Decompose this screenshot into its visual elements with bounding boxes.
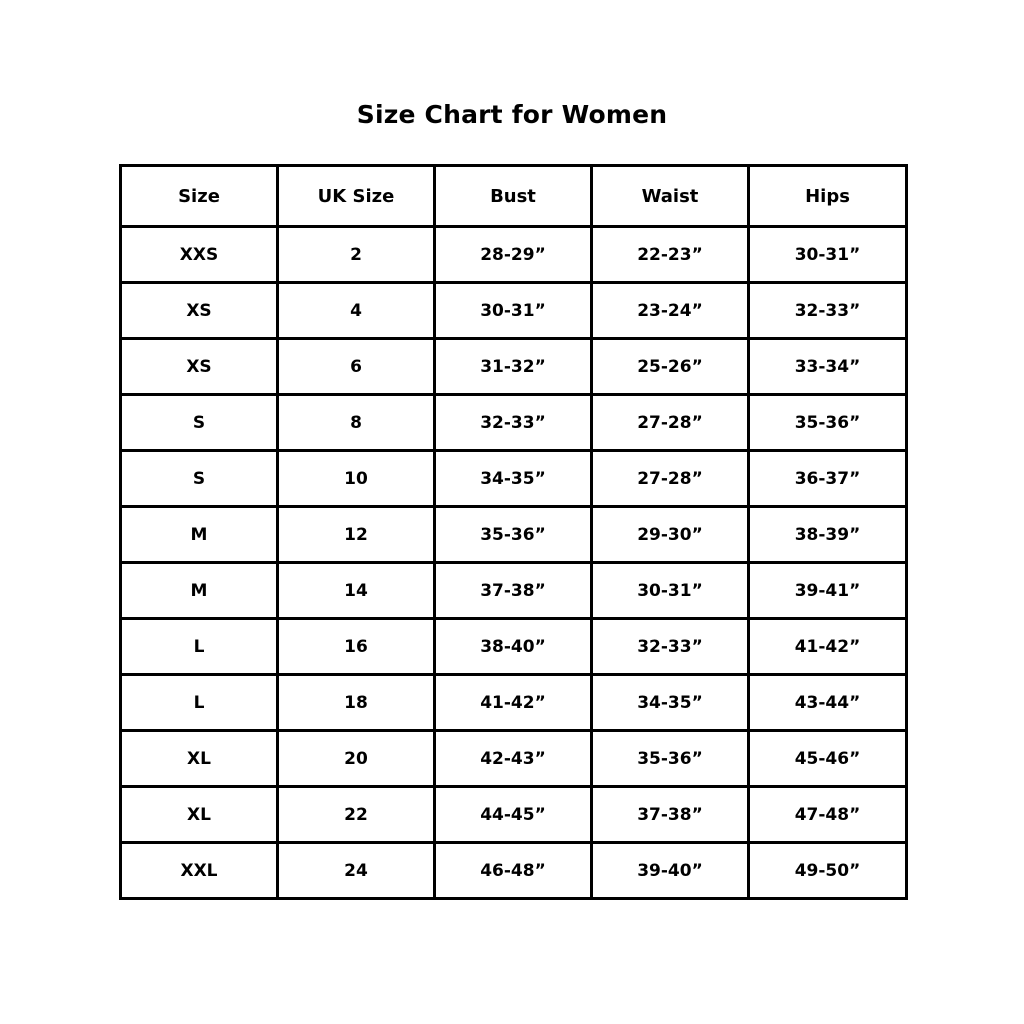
column-header-bust: Bust	[435, 166, 592, 227]
cell-bust: 42-43”	[435, 731, 592, 787]
cell-hips: 41-42”	[749, 619, 907, 675]
cell-bust: 46-48”	[435, 843, 592, 899]
table-row	[121, 787, 907, 843]
cell-size: S	[121, 395, 278, 451]
cell-uk-size: 10	[278, 451, 435, 507]
cell-waist: 29-30”	[592, 507, 749, 563]
table-row	[121, 731, 907, 787]
cell-size: XS	[121, 339, 278, 395]
cell-hips: 30-31”	[749, 227, 907, 283]
table-row	[121, 675, 907, 731]
cell-waist: 37-38”	[592, 787, 749, 843]
cell-size: M	[121, 563, 278, 619]
cell-hips: 49-50”	[749, 843, 907, 899]
table-row	[121, 451, 907, 507]
cell-hips: 47-48”	[749, 787, 907, 843]
cell-bust: 32-33”	[435, 395, 592, 451]
cell-hips: 39-41”	[749, 563, 907, 619]
table-body	[121, 227, 907, 899]
cell-size: M	[121, 507, 278, 563]
cell-bust: 28-29”	[435, 227, 592, 283]
column-header-size: Size	[121, 166, 278, 227]
table-header	[121, 166, 907, 227]
column-header-uk-size: UK Size	[278, 166, 435, 227]
cell-waist: 22-23”	[592, 227, 749, 283]
cell-size: S	[121, 451, 278, 507]
column-header-waist: Waist	[592, 166, 749, 227]
table-row	[121, 843, 907, 899]
page-title: Size Chart for Women	[356, 100, 668, 129]
table-row	[121, 227, 907, 283]
cell-waist: 27-28”	[592, 451, 749, 507]
cell-hips: 35-36”	[749, 395, 907, 451]
cell-size: L	[121, 675, 278, 731]
cell-bust: 38-40”	[435, 619, 592, 675]
cell-bust: 31-32”	[435, 339, 592, 395]
cell-waist: 27-28”	[592, 395, 749, 451]
cell-uk-size: 18	[278, 675, 435, 731]
cell-hips: 45-46”	[749, 731, 907, 787]
cell-waist: 30-31”	[592, 563, 749, 619]
cell-uk-size: 16	[278, 619, 435, 675]
cell-size: XS	[121, 283, 278, 339]
cell-bust: 41-42”	[435, 675, 592, 731]
cell-hips: 33-34”	[749, 339, 907, 395]
cell-uk-size: 6	[278, 339, 435, 395]
table-row	[121, 283, 907, 339]
cell-uk-size: 8	[278, 395, 435, 451]
table-header-row	[121, 166, 907, 227]
cell-uk-size: 24	[278, 843, 435, 899]
cell-bust: 37-38”	[435, 563, 592, 619]
table-row	[121, 507, 907, 563]
size-chart-table	[119, 164, 908, 900]
cell-hips: 43-44”	[749, 675, 907, 731]
cell-size: L	[121, 619, 278, 675]
size-chart-table-container	[119, 164, 905, 900]
cell-waist: 34-35”	[592, 675, 749, 731]
cell-hips: 32-33”	[749, 283, 907, 339]
table-row	[121, 619, 907, 675]
cell-size: XL	[121, 787, 278, 843]
cell-bust: 35-36”	[435, 507, 592, 563]
cell-uk-size: 20	[278, 731, 435, 787]
cell-hips: 38-39”	[749, 507, 907, 563]
cell-uk-size: 12	[278, 507, 435, 563]
cell-waist: 25-26”	[592, 339, 749, 395]
cell-bust: 34-35”	[435, 451, 592, 507]
cell-size: XXS	[121, 227, 278, 283]
cell-uk-size: 22	[278, 787, 435, 843]
cell-bust: 44-45”	[435, 787, 592, 843]
cell-uk-size: 2	[278, 227, 435, 283]
table-row	[121, 339, 907, 395]
table-row	[121, 395, 907, 451]
cell-waist: 23-24”	[592, 283, 749, 339]
cell-waist: 39-40”	[592, 843, 749, 899]
table-row	[121, 563, 907, 619]
cell-waist: 32-33”	[592, 619, 749, 675]
cell-uk-size: 4	[278, 283, 435, 339]
column-header-hips: Hips	[749, 166, 907, 227]
cell-hips: 36-37”	[749, 451, 907, 507]
cell-uk-size: 14	[278, 563, 435, 619]
cell-size: XXL	[121, 843, 278, 899]
cell-bust: 30-31”	[435, 283, 592, 339]
cell-size: XL	[121, 731, 278, 787]
cell-waist: 35-36”	[592, 731, 749, 787]
